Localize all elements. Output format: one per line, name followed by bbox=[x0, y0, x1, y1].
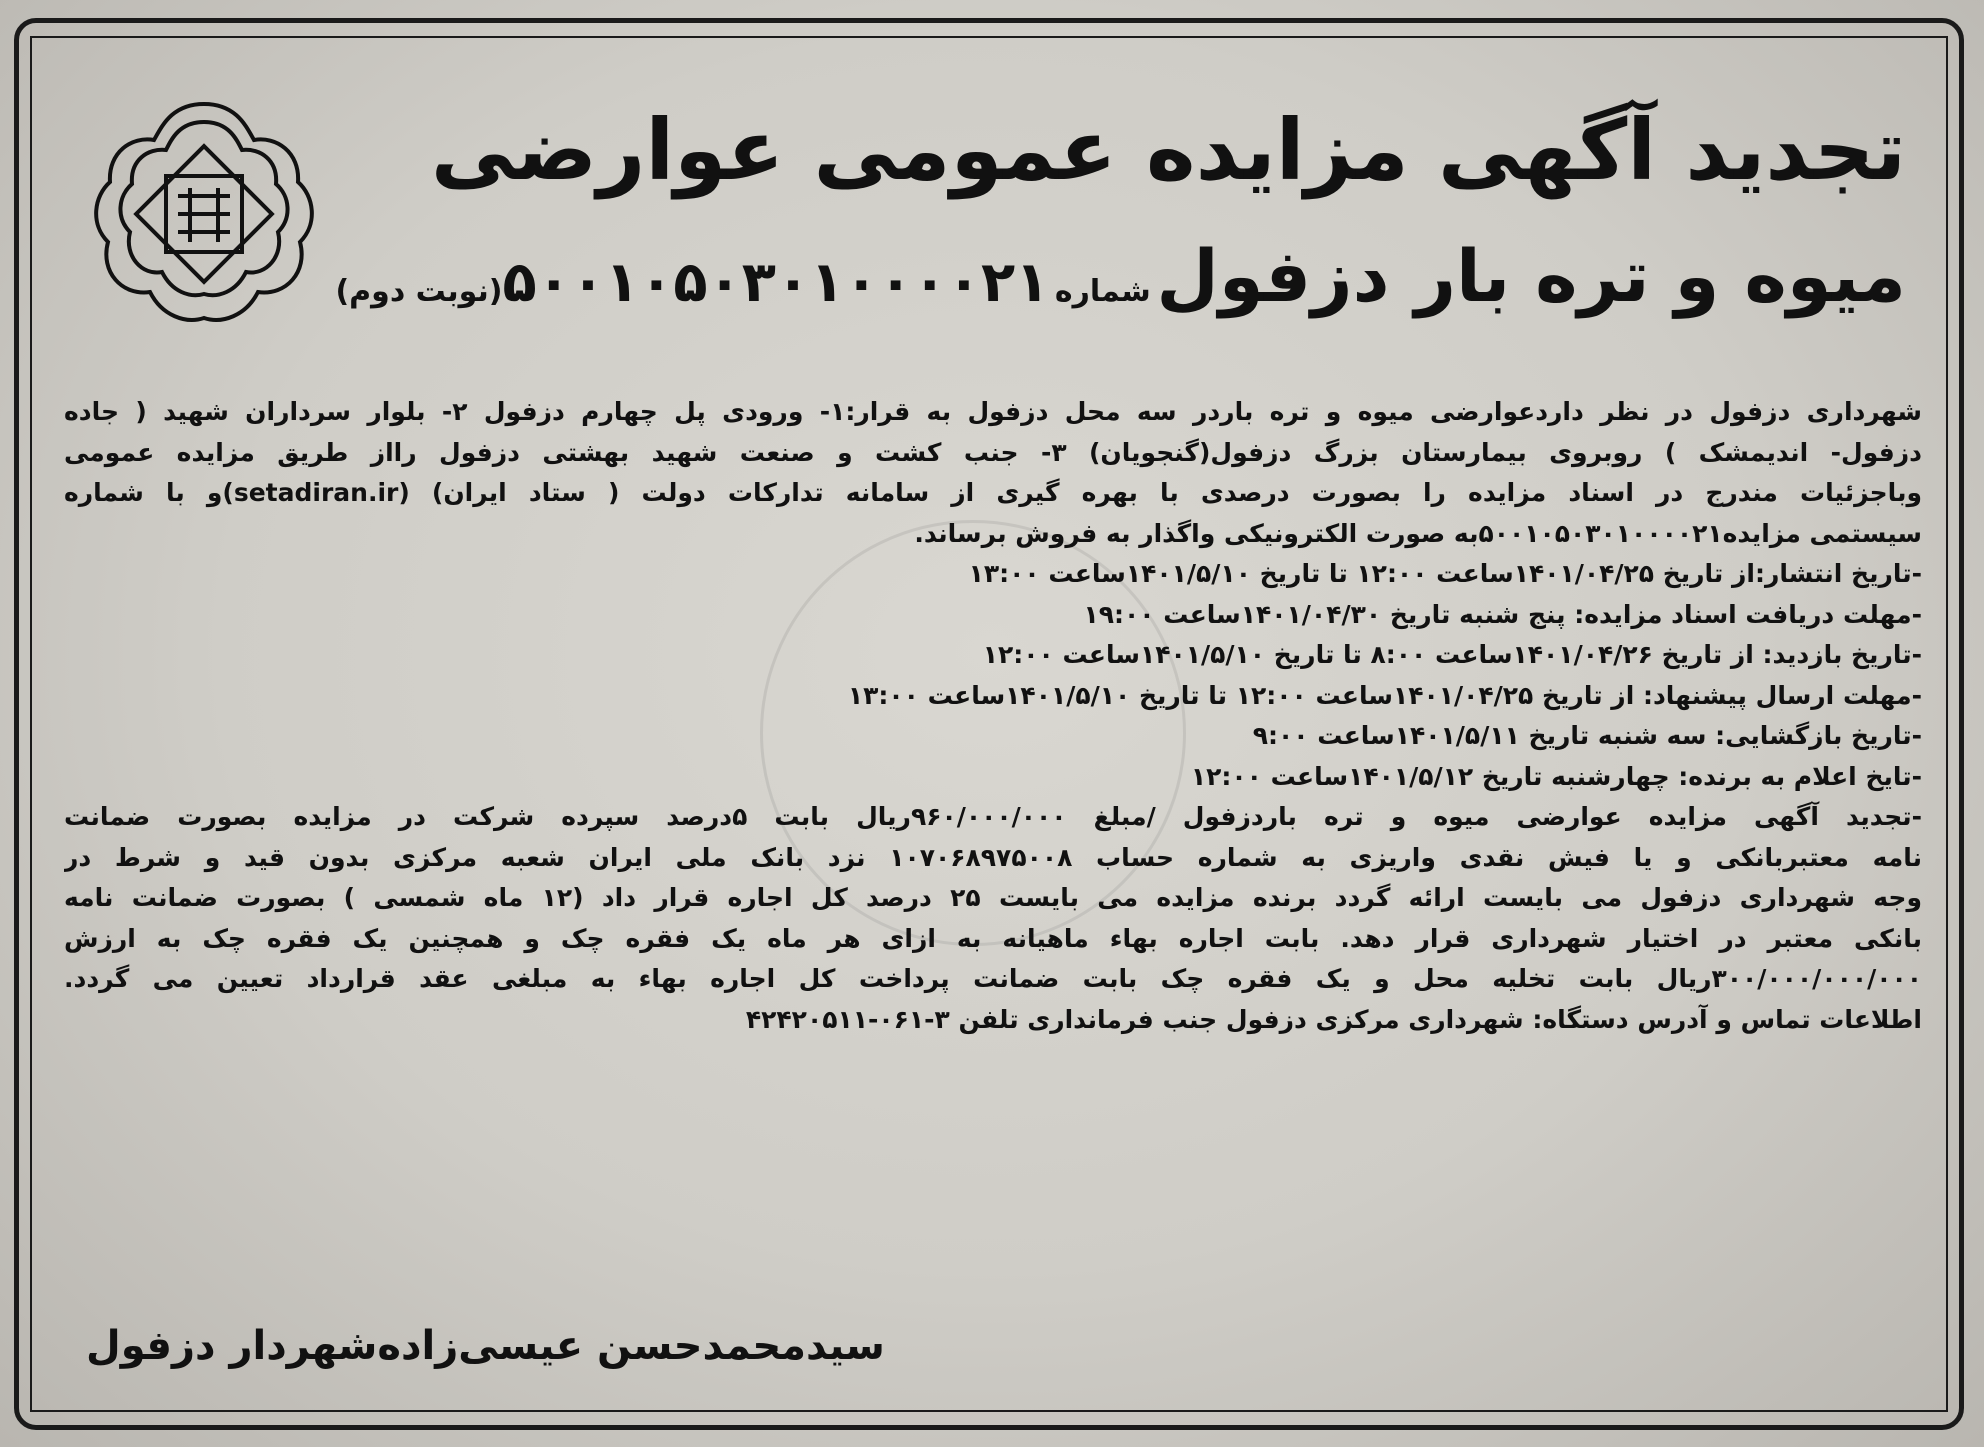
body-line: -تجدید آگهی مزایده عوارضی میوه و تره باردزفول /مبلغ ۹۶۰/۰۰۰/۰۰۰ریال بابت ۵درصد سپرده شرکت در مزایده بصورت ضمانت bbox=[64, 802, 1922, 831]
bid-deadline: -مهلت ارسال پیشنهاد: از تاریخ ۱۴۰۱/۰۴/۲۵ساعت ۱۲:۰۰ تا تاریخ ۱۴۰۱/۵/۱۰ساعت ۱۳:۰۰ bbox=[847, 680, 1922, 710]
notice-title: تجدید آگهی مزایده عمومی عوارضی bbox=[430, 101, 1906, 199]
notice-subtitle bbox=[326, 226, 1906, 342]
subtitle-label: شماره bbox=[1054, 274, 1151, 309]
body-line: وباجزئیات مندرج در اسناد مزایده را بصورت درصدی با بهره گیری از سامانه تدارکات دولت ( ستاد ایران) (setadiran.ir)و با شماره bbox=[64, 478, 1922, 507]
contact-info: اطلاعات تماس و آدرس دستگاه: شهرداری مرکزی دزفول جنب فرمانداری تلفن ۳-۰۶۱-۴۲۴۲۰۵۱۱ bbox=[745, 1004, 1922, 1034]
body-line: نامه معتبربانکی و یا فیش نقدی واریزی به شماره حساب ۱۰۷۰۶۸۹۷۵۰۰۸ نزد بانک ملی ایران شعبه مرکزی بدون قید و شرط در bbox=[64, 842, 1922, 872]
municipality-logo-icon bbox=[86, 96, 322, 332]
auction-number: ۵۰۰۱۰۵۰۳۰۱۰۰۰۰۲۱ bbox=[502, 250, 1050, 315]
visit-date: -تاریخ بازدید: از تاریخ ۱۴۰۱/۰۴/۲۶ساعت ۸:۰۰ تا تاریخ ۱۴۰۱/۵/۱۰ساعت ۱۲:۰۰ bbox=[982, 640, 1922, 669]
body-line: سیستمی مزایده۵۰۰۱۰۵۰۳۰۱۰۰۰۰۲۱به صورت الکترونیکی واگذار به فروش برساند. bbox=[914, 518, 1922, 548]
body-line: ۳۰۰/۰۰۰/۰۰۰/۰۰۰ریال بابت تخلیه محل و یک فقره چک بابت ضمانت پرداخت کل اجاره بهاء به مبلغی عقد قرارداد تعیین می گردد. bbox=[64, 964, 1922, 993]
round-label: (نوبت دوم) bbox=[335, 274, 503, 309]
body-line: وجه شهرداری دزفول می بایست ارائه گردد برنده مزایده می بایست ۲۵ درصد کل اجاره قرار داد (۱۲ ماه شمسی ) بصورت ضمانت نامه bbox=[64, 883, 1922, 912]
signature: سیدمحمدحسن عیسی‌زاده‌شهردار دزفول bbox=[86, 1323, 885, 1369]
subtitle-main: میوه و تره بار دزفول bbox=[1156, 234, 1906, 318]
winner-announcement: -تایخ اعلام به برنده: چهارشنبه تاریخ ۱۴۰۱/۵/۱۲ساعت ۱۲:۰۰ bbox=[1190, 761, 1922, 791]
publish-date: -تاریخ انتشار:از تاریخ ۱۴۰۱/۰۴/۲۵ساعت ۱۲:۰۰ تا تاریخ ۱۴۰۱/۵/۱۰ساعت ۱۳:۰۰ bbox=[968, 559, 1922, 588]
document-deadline: -مهلت دریافت اسناد مزایده: پنج شنبه تاریخ ۱۴۰۱/۰۴/۳۰ساعت ۱۹:۰۰ bbox=[1083, 599, 1922, 629]
notice-body bbox=[64, 392, 1922, 1040]
body-line: دزفول- اندیمشک ) روبروی بیمارستان بزرگ دزفول(گنجویان) ۳- جنب کشت و صنعت شهید بهشتی دزفول رااز طریق مزایده عمومی bbox=[64, 437, 1922, 467]
body-line: شهرداری دزفول در نظر داردعوارضی میوه و تره باردر سه محل دزفول به قرار:۱- ورودی پل چهارم دزفول ۲- بلوار سرداران شهید ( جاده bbox=[64, 397, 1922, 426]
opening-date: -تاریخ بازگشایی: سه شنبه تاریخ ۱۴۰۱/۵/۱۱ساعت ۹:۰۰ bbox=[1252, 721, 1922, 750]
body-line: بانکی معتبر در اختیار شهرداری قرار دهد. بابت اجاره بهاء ماهیانه به ازای هر ماه یک فقره چک و همچنین یک فقره چک به ارزش bbox=[64, 923, 1922, 953]
